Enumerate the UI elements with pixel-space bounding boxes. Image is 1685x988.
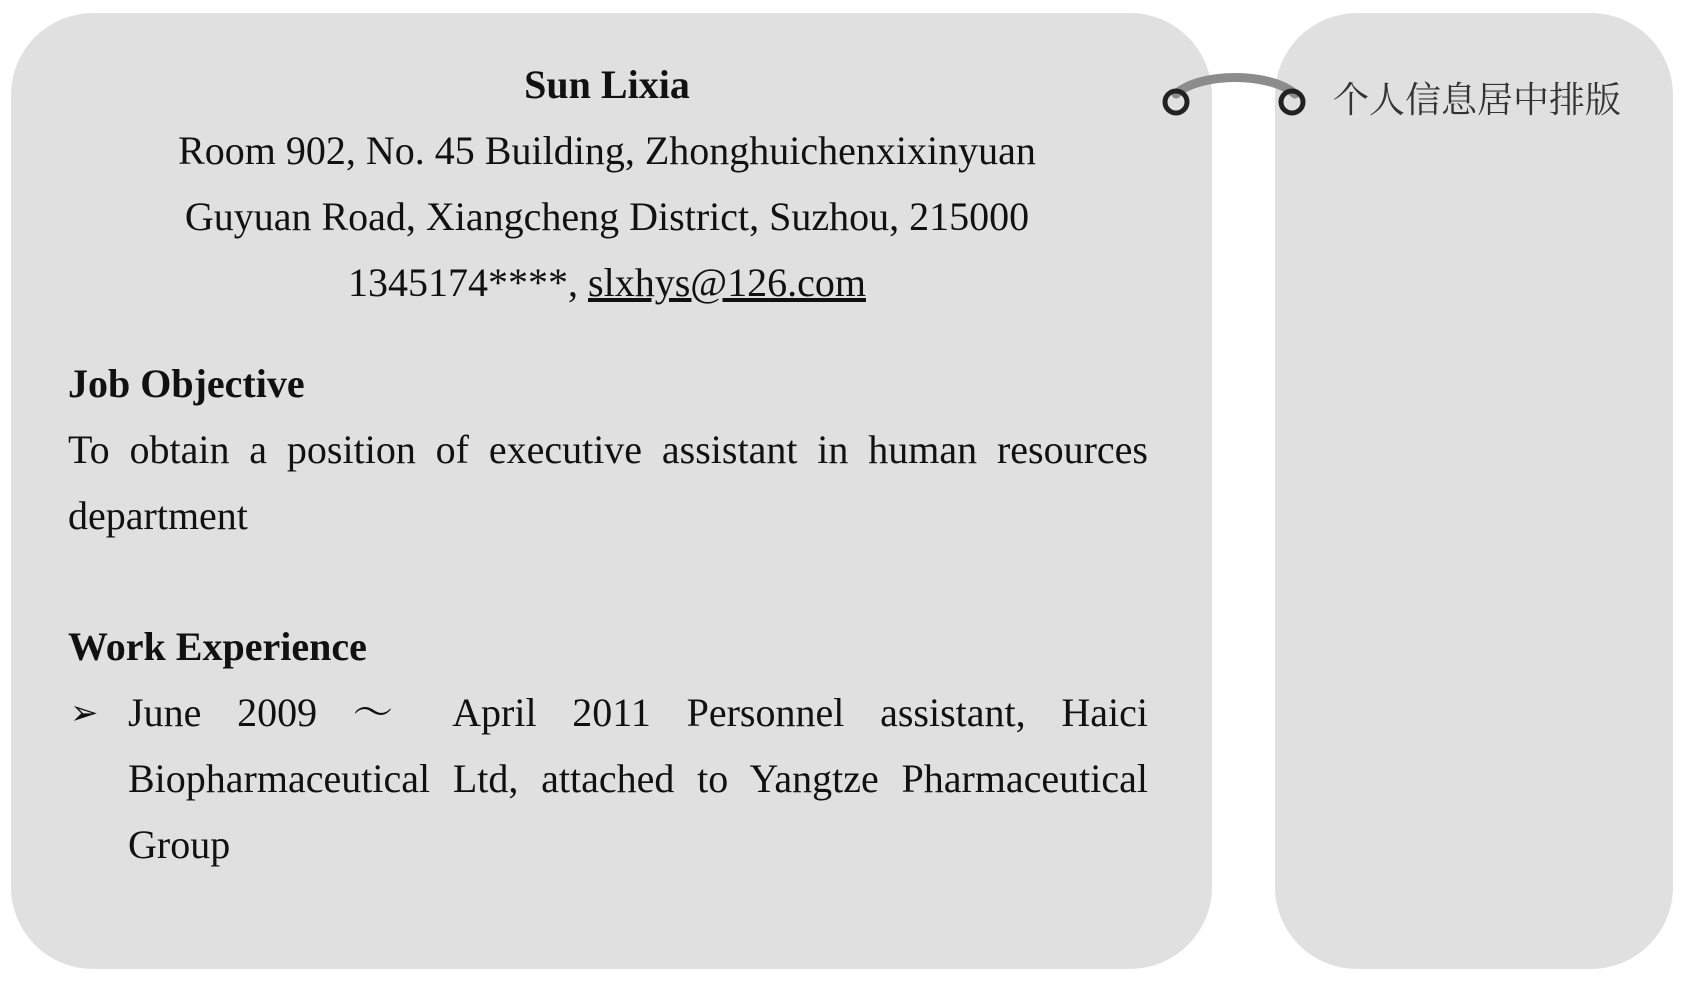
work-experience-section	[68, 614, 1148, 878]
job-objective-section	[68, 351, 1148, 549]
personal-info-header	[60, 52, 1154, 316]
arrow-bullet-icon: ➢	[70, 693, 99, 733]
annotation-note: 个人信息居中排版	[1333, 80, 1622, 121]
annotation-panel	[1275, 13, 1673, 969]
work-experience-title: Work Experience	[68, 624, 367, 669]
connector-link-icon	[1150, 60, 1330, 130]
contact-line	[60, 250, 1154, 316]
email-link[interactable]: slxhys@126.com	[588, 260, 866, 305]
address-line-1: Room 902, No. 45 Building, Zhonghuichenxixinyuan	[178, 128, 1036, 173]
job-objective-title: Job Objective	[68, 361, 305, 406]
work-experience-entry: June 2009 ～ April 2011 Personnel assistant, Haici Biopharmaceutical Ltd, attached to Yangtze Pharmaceutical Group	[128, 690, 1148, 867]
phone-number: 1345174****	[348, 260, 569, 305]
contact-separator: ,	[568, 260, 589, 305]
address-line-2: Guyuan Road, Xiangcheng District, Suzhou, 215000	[184, 194, 1030, 239]
list-item	[68, 680, 1148, 878]
job-objective-text: To obtain a position of executive assistant in human resources department	[68, 427, 1148, 538]
candidate-name: Sun Lixia	[524, 62, 690, 107]
